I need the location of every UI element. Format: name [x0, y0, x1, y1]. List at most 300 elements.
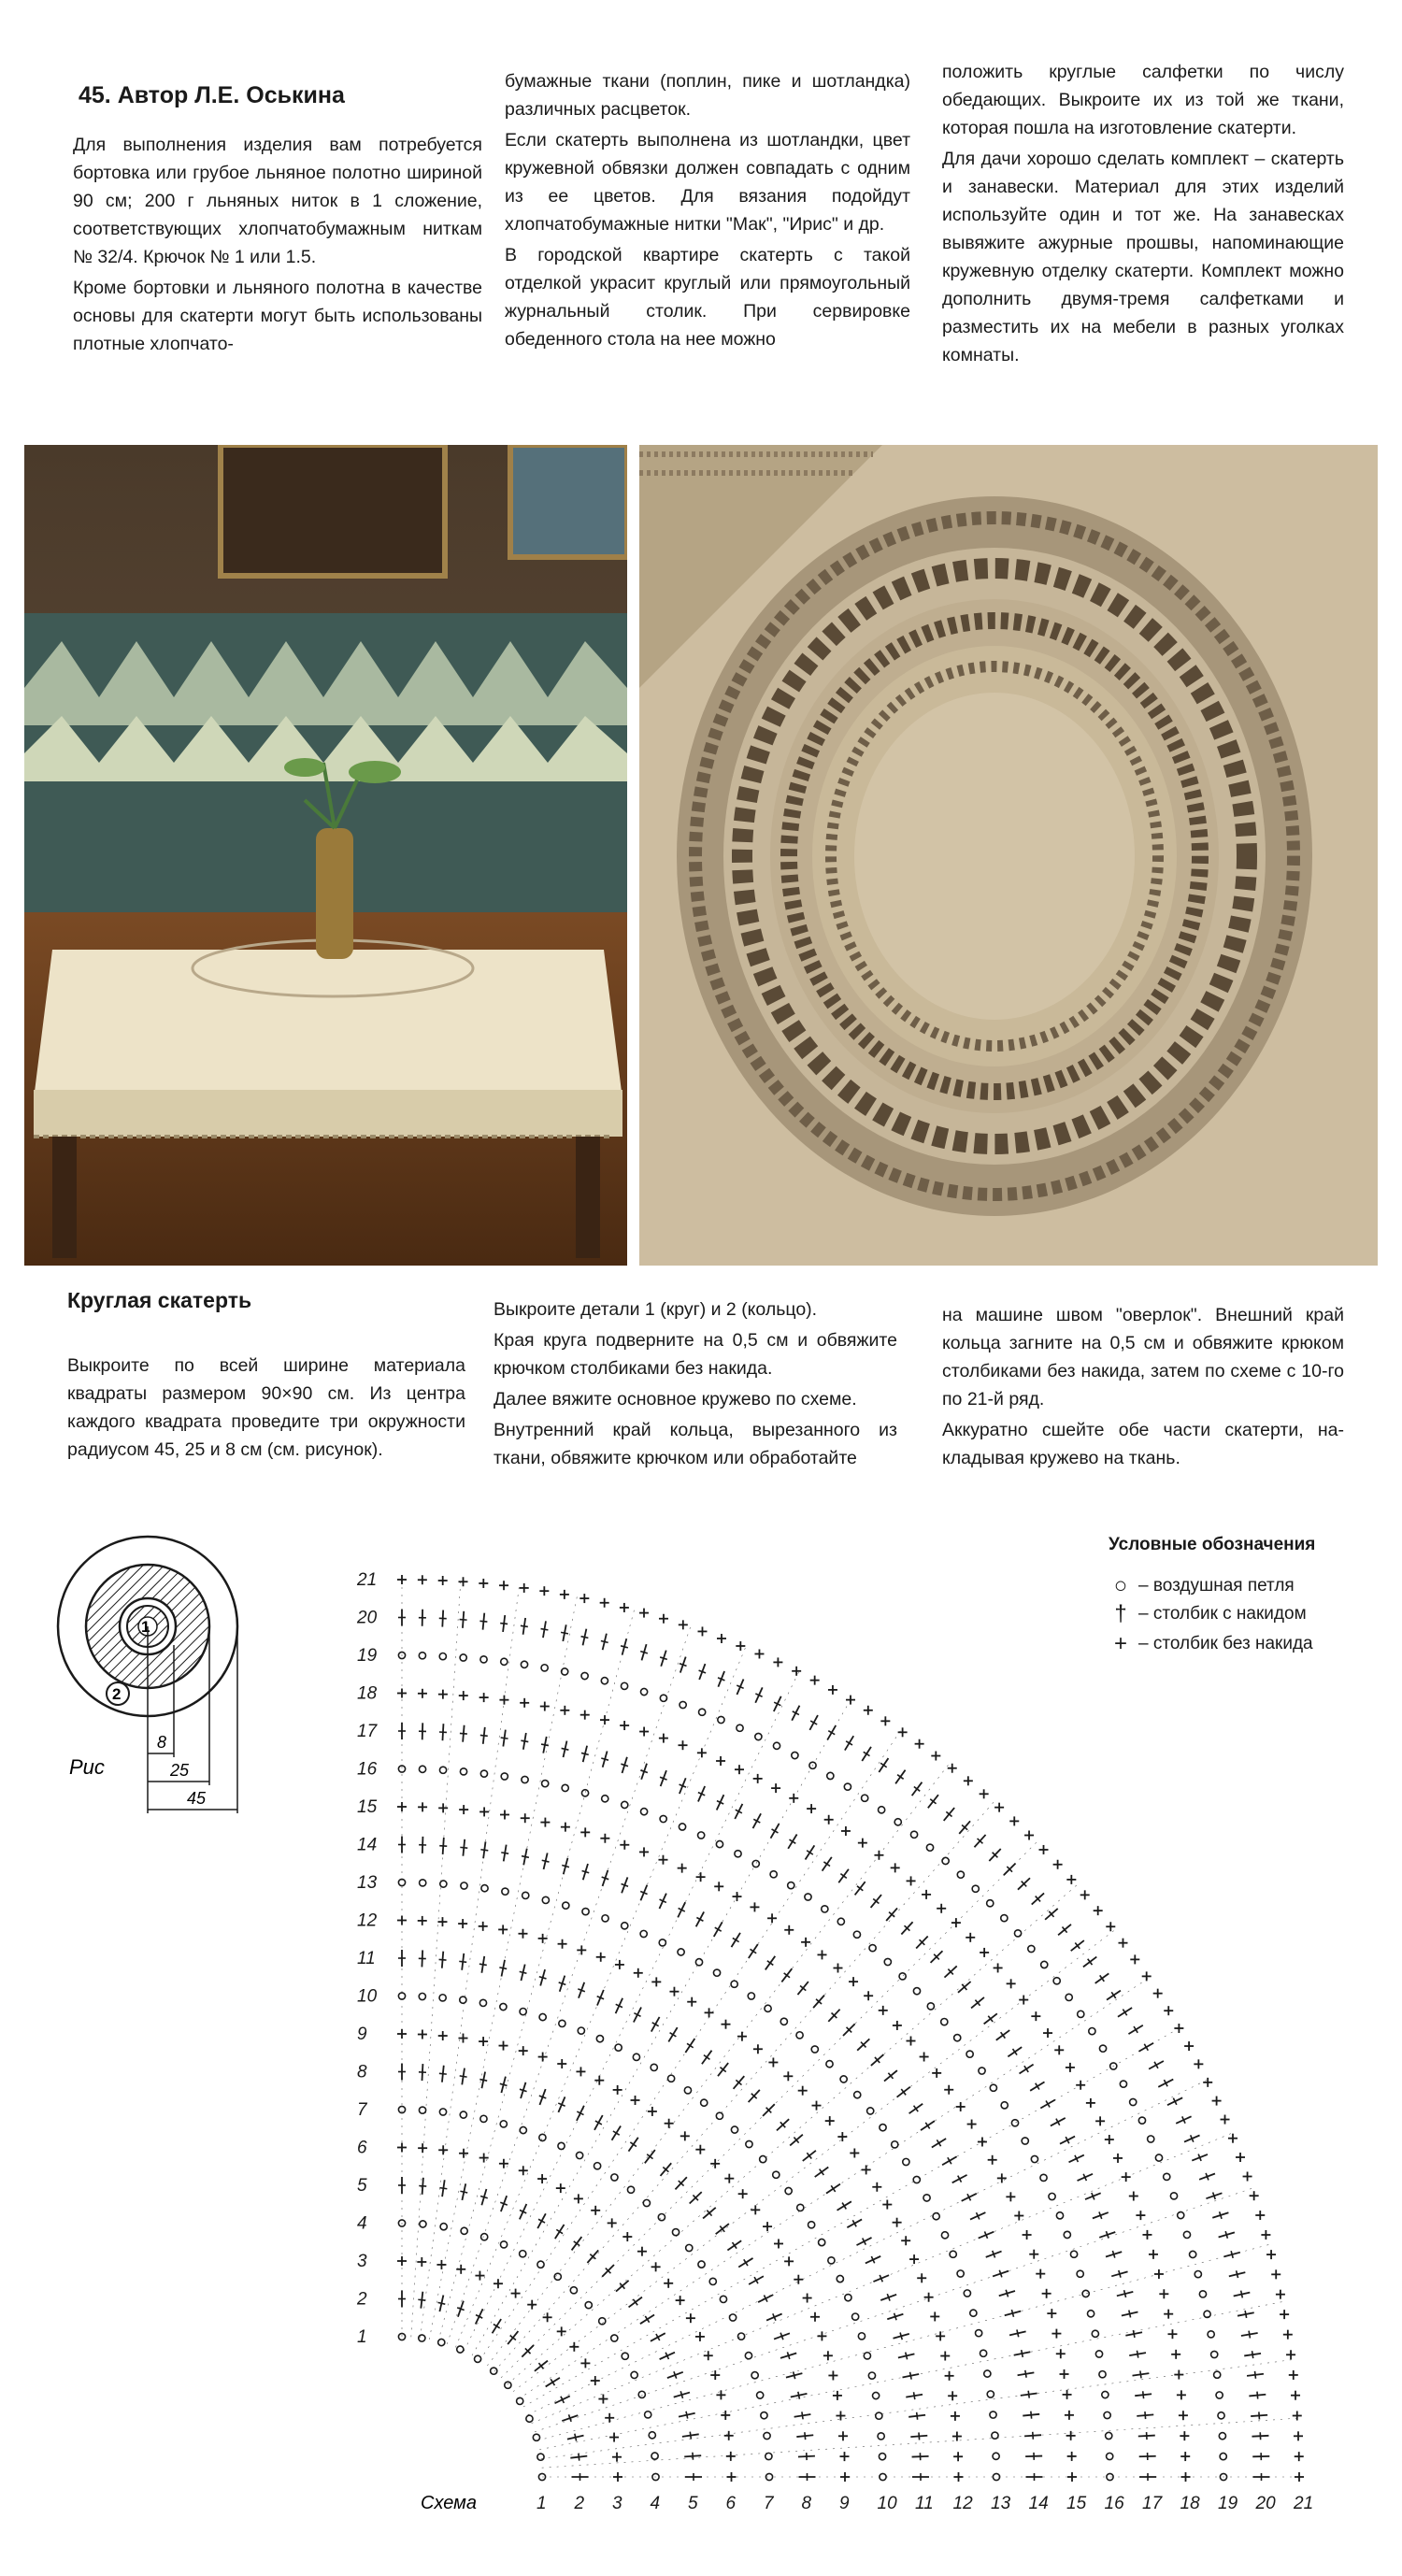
chain-stitch-mark	[439, 1653, 446, 1659]
double-crochet-mark	[774, 1696, 781, 1711]
double-crochet-mark	[667, 2371, 683, 2378]
double-crochet-mark	[493, 2319, 502, 2333]
double-crochet-mark	[661, 2163, 672, 2176]
single-crochet-mark	[1184, 2041, 1194, 2051]
chain-stitch-mark	[853, 1931, 860, 1938]
single-crochet-mark	[721, 2020, 730, 2029]
double-crochet-mark	[562, 1741, 569, 1758]
double-crochet-mark	[419, 2064, 426, 2081]
single-crochet-mark	[930, 2311, 939, 2321]
single-crochet-mark	[750, 1902, 759, 1911]
double-crochet-mark	[971, 1997, 984, 2008]
scheme-bottom-labels	[536, 2494, 1313, 2513]
single-crochet-mark	[479, 2154, 489, 2163]
double-crochet-mark	[561, 1624, 568, 1641]
chain-stitch-mark	[1138, 2117, 1145, 2124]
double-crochet-mark	[884, 2070, 897, 2081]
chain-stitch-mark	[500, 2241, 507, 2248]
single-crochet-mark	[598, 2395, 608, 2404]
chain-stitch-mark	[480, 1770, 487, 1777]
chain-stitch-mark	[520, 2009, 526, 2015]
single-crochet-mark	[500, 1810, 509, 1819]
chain-stitch-mark	[582, 1909, 589, 1915]
chain-stitch-mark	[737, 2333, 744, 2340]
single-crochet-mark	[540, 1818, 550, 1827]
single-crochet-mark	[917, 2273, 926, 2283]
double-crochet-mark	[777, 2119, 789, 2130]
single-crochet-mark	[664, 2279, 673, 2288]
double-crochet-mark	[558, 2097, 565, 2112]
scheme-side-number: 9	[357, 2025, 367, 2044]
chain-stitch-mark	[1001, 2102, 1008, 2109]
chain-stitch-mark	[792, 1752, 798, 1758]
single-crochet-mark	[1023, 2230, 1032, 2240]
single-crochet-mark	[997, 2173, 1007, 2182]
single-crochet-mark	[479, 1807, 489, 1816]
chain-stitch-mark	[611, 2174, 618, 2181]
double-crochet-mark	[910, 2432, 927, 2440]
single-crochet-mark	[669, 1987, 679, 1996]
double-crochet-mark	[908, 2412, 925, 2420]
single-crochet-mark	[543, 2312, 552, 2322]
chain-stitch-mark	[976, 2330, 982, 2337]
single-crochet-mark	[753, 2044, 763, 2054]
single-crochet-mark	[648, 2107, 657, 2116]
double-crochet-mark	[906, 2392, 923, 2399]
double-crochet-mark	[912, 2473, 929, 2481]
double-crochet-mark	[847, 2219, 862, 2227]
single-crochet-mark	[1105, 2135, 1114, 2144]
single-crochet-mark	[1243, 2172, 1252, 2182]
single-crochet-mark	[499, 1581, 508, 1590]
chain-stitch-mark	[827, 1772, 834, 1779]
single-crochet-mark	[1066, 1875, 1076, 1884]
double-crochet-mark	[931, 1951, 943, 1963]
chain-stitch-mark	[1077, 2270, 1083, 2277]
double-crochet-mark	[555, 2396, 570, 2403]
chain-stitch-mark	[679, 1824, 685, 1830]
chain-stitch-mark	[517, 2397, 523, 2404]
crochet-scheme	[355, 1542, 1383, 2514]
double-crochet-mark	[912, 1782, 923, 1796]
double-crochet-mark	[862, 1747, 871, 1761]
chain-stitch-mark	[1199, 2291, 1206, 2297]
double-crochet-mark	[912, 2453, 929, 2460]
double-crochet-mark	[1071, 1940, 1084, 1951]
single-crochet-mark	[1255, 2211, 1265, 2220]
chain-stitch-mark	[746, 2140, 752, 2147]
single-crochet-mark	[458, 1919, 467, 1928]
chain-stitch-mark	[460, 1768, 466, 1775]
single-crochet-mark	[1130, 1954, 1139, 1964]
single-crochet-mark	[538, 2053, 548, 2062]
single-crochet-mark	[724, 2174, 734, 2183]
single-crochet-mark	[459, 2149, 468, 2158]
scheme-side-number: 11	[357, 1949, 376, 1968]
chain-stitch-mark	[837, 2275, 843, 2282]
single-crochet-mark	[557, 2059, 566, 2068]
scheme-label: Схема	[421, 2493, 477, 2513]
chain-stitch-mark	[581, 1790, 588, 1796]
double-crochet-mark	[476, 2309, 483, 2324]
chain-stitch-mark	[1049, 2193, 1055, 2199]
double-crochet-mark	[838, 1869, 849, 1883]
double-crochet-mark	[1060, 2137, 1075, 2144]
single-crochet-mark	[936, 2331, 945, 2340]
single-crochet-mark	[1171, 2350, 1180, 2359]
chain-stitch-mark	[1056, 2212, 1063, 2219]
single-crochet-mark	[1009, 1816, 1019, 1825]
single-crochet-mark	[637, 2247, 647, 2256]
single-crochet-mark	[751, 2205, 760, 2214]
scheme-row-number: 6	[725, 2494, 737, 2513]
single-crochet-mark	[864, 1991, 873, 2000]
single-crochet-mark	[1228, 2134, 1237, 2143]
single-crochet-mark	[696, 1872, 706, 1882]
single-crochet-mark	[784, 2256, 794, 2266]
scheme-row-number: 2	[574, 2494, 585, 2513]
scheme-fan-line	[472, 1700, 851, 2355]
double-crochet-mark	[460, 2068, 467, 2085]
double-crochet-mark	[439, 2180, 447, 2197]
double-crochet-mark	[871, 1895, 881, 1908]
double-crochet-mark	[622, 1877, 628, 1893]
chain-stitch-mark	[1120, 2081, 1126, 2087]
chain-stitch-mark	[927, 2003, 934, 2010]
single-crochet-mark	[596, 1953, 606, 1962]
double-crochet-mark	[1135, 2391, 1152, 2398]
chain-stitch-mark	[720, 2296, 726, 2302]
double-crochet-mark	[894, 2333, 909, 2340]
tablecloth-closeup-photo	[639, 445, 1378, 1266]
single-crochet-mark	[556, 2183, 565, 2193]
single-crochet-mark	[1212, 2097, 1222, 2106]
chain-stitch-mark	[668, 2075, 675, 2082]
chain-stitch-mark	[631, 2371, 637, 2378]
single-crochet-mark	[1291, 2391, 1300, 2400]
chain-stitch-mark	[770, 1871, 777, 1878]
single-crochet-mark	[803, 2294, 812, 2303]
single-crochet-mark	[1095, 2116, 1105, 2125]
double-crochet-mark	[537, 2213, 546, 2228]
double-crochet-mark	[439, 1952, 447, 1968]
single-crochet-mark	[539, 1586, 549, 1596]
single-crochet-mark	[479, 1693, 489, 1702]
single-crochet-mark	[738, 2189, 748, 2198]
chain-stitch-mark	[980, 2350, 987, 2356]
single-crochet-mark	[594, 2076, 604, 2085]
double-crochet-mark	[898, 2353, 915, 2360]
double-crochet-mark	[796, 2432, 813, 2440]
single-crochet-mark	[754, 1649, 764, 1658]
scheme-side-number: 20	[357, 1608, 378, 1628]
chain-stitch-mark	[892, 2141, 898, 2148]
scheme-fan-line	[464, 1672, 798, 2351]
double-crochet-mark	[419, 1723, 426, 1739]
single-crochet-mark	[1039, 1845, 1049, 1854]
scheme-side-number: 15	[357, 1797, 378, 1817]
single-crochet-mark	[1007, 1979, 1016, 1988]
single-crochet-mark	[418, 1575, 427, 1584]
chain-stitch-mark	[941, 2232, 948, 2239]
scheme-row-number: 12	[952, 2494, 973, 2513]
chain-stitch-mark	[419, 1766, 425, 1772]
chain-stitch-mark	[439, 2109, 446, 2115]
double-crochet-mark	[944, 1808, 954, 1821]
single-crochet-mark	[714, 1882, 723, 1891]
single-crochet-mark	[850, 2149, 859, 2158]
double-crochet-mark	[562, 2414, 578, 2422]
chain-stitch-mark	[541, 1665, 548, 1671]
single-crochet-mark	[812, 2101, 822, 2111]
single-crochet-mark	[833, 1964, 842, 1973]
double-crochet-mark	[806, 1845, 815, 1859]
chain-stitch-mark	[491, 2368, 497, 2374]
chain-stitch-mark	[1216, 2392, 1223, 2398]
dimension-label: 45	[187, 1789, 207, 1808]
single-crochet-mark	[828, 2370, 837, 2380]
double-crochet-mark	[1009, 2329, 1026, 2337]
single-crochet-mark	[716, 2390, 725, 2399]
chain-stitch-mark	[701, 2099, 708, 2106]
chain-stitch-mark	[461, 1882, 467, 1889]
double-crochet-mark	[535, 2361, 548, 2371]
legend-label: – столбик без накида	[1138, 1634, 1313, 1653]
chain-stitch-mark	[526, 2415, 533, 2422]
single-crochet-mark	[771, 1783, 780, 1793]
single-crochet-mark	[639, 1609, 649, 1618]
chain-stitch-mark	[1014, 1930, 1021, 1937]
double-crochet-mark	[1128, 2025, 1142, 2034]
chain-stitch-mark	[539, 2013, 546, 2020]
double-crochet-mark	[660, 2353, 675, 2359]
double-crochet-mark	[460, 1725, 467, 1742]
chain-stitch-mark	[872, 2392, 879, 2398]
double-crochet-mark	[791, 2392, 808, 2399]
legend-title: Условные обозначения	[1109, 1535, 1316, 1554]
double-crochet-mark	[826, 2184, 840, 2194]
chain-stitch-mark	[1183, 2231, 1190, 2238]
double-crochet-mark	[1252, 2453, 1269, 2460]
single-crochet-mark	[915, 1739, 924, 1749]
chain-stitch-mark	[581, 1672, 588, 1679]
single-crochet-mark	[1261, 2230, 1270, 2240]
single-crochet-mark	[1129, 2192, 1138, 2201]
single-crochet-mark	[1094, 1906, 1103, 1915]
chain-stitch-mark	[501, 1658, 508, 1665]
chain-stitch-mark	[660, 1695, 666, 1701]
single-crochet-mark	[980, 1948, 989, 1957]
double-crochet-mark	[794, 2411, 811, 2419]
double-crochet-mark	[1014, 2350, 1031, 2357]
single-crochet-mark	[872, 2182, 881, 2192]
chain-stitch-mark	[537, 2261, 544, 2268]
scheme-row-number: 11	[915, 2494, 934, 2513]
single-crochet-mark	[1053, 1860, 1063, 1869]
scheme-fan-line	[528, 2080, 1207, 2414]
double-crochet-mark	[855, 1882, 866, 1895]
single-crochet-mark	[1294, 2431, 1303, 2440]
chain-stitch-mark	[440, 2224, 447, 2230]
single-crochet-mark	[438, 1576, 448, 1585]
double-crochet-mark	[753, 1813, 762, 1828]
double-crochet-mark	[500, 2196, 507, 2211]
single-crochet-mark	[849, 1977, 858, 1986]
double-crochet-mark	[887, 2313, 903, 2321]
single-crochet-mark	[665, 2119, 674, 2128]
chain-stitch-mark	[765, 2453, 772, 2459]
section-column-2	[494, 1295, 897, 1475]
single-crochet-mark	[680, 2131, 690, 2140]
dimension-label: 8	[157, 1733, 167, 1752]
double-crochet-mark	[520, 2082, 527, 2098]
double-crochet-mark	[1117, 2290, 1133, 2297]
single-crochet-mark	[1236, 2153, 1245, 2162]
single-crochet-mark	[1266, 2250, 1276, 2259]
single-crochet-mark	[620, 1603, 629, 1612]
single-crochet-mark	[1047, 2309, 1056, 2318]
single-crochet-mark	[807, 1804, 816, 1813]
cutting-diagram	[37, 1533, 290, 1851]
double-crochet-mark	[601, 1751, 608, 1767]
single-crochet-mark	[948, 2391, 957, 2400]
chain-stitch-mark	[957, 2270, 964, 2277]
double-crochet-mark	[873, 2275, 889, 2282]
article-paragraph: Для дачи хорошо сделать комплект – скатерть и занавески. Материал для этих изделий используйте один и тот же. На занавесках вывяжите ажурные прошвы, напоминающие кружевную отделку скатерти. Комплект можно дополнить двумя-тремя салфетками и разместить их на мебели в разных уголках комнаты.	[942, 149, 1344, 365]
single-crochet-mark	[615, 1960, 624, 1969]
single-crochet-mark	[658, 1855, 667, 1865]
single-crochet-mark	[1149, 2250, 1158, 2259]
scheme-fan-line	[523, 2028, 1179, 2407]
single-crochet-mark	[1056, 2349, 1066, 2358]
single-crochet-mark	[737, 2032, 747, 2041]
section-paragraph: Края круга подверните на 0,5 см и обвяжите крючком столбиками без накида.	[494, 1330, 897, 1379]
chain-stitch-mark	[826, 2061, 833, 2068]
chain-stitch-mark	[808, 2222, 815, 2228]
scheme-side-number: 7	[357, 2100, 367, 2120]
double-crochet-mark	[984, 2013, 997, 2024]
chain-stitch-mark	[1106, 2432, 1112, 2439]
double-crochet-mark	[737, 1679, 743, 1695]
double-crochet-mark	[790, 2135, 803, 2146]
scheme-row-number: 7	[764, 2494, 774, 2513]
single-crochet-mark	[519, 2046, 528, 2055]
chain-stitch-mark	[638, 2391, 645, 2397]
chain-stitch-mark	[1211, 2351, 1218, 2357]
single-crochet-mark	[537, 2174, 547, 2183]
chain-stitch-mark	[479, 1999, 486, 2006]
chain-stitch-mark	[438, 2339, 445, 2345]
double-crochet-mark	[959, 1821, 970, 1834]
chain-stitch-mark	[987, 2391, 994, 2397]
chain-stitch-mark	[805, 1894, 811, 1900]
single-crochet-mark	[591, 2206, 600, 2215]
single-crochet-mark	[818, 1950, 827, 1959]
chain-stitch-mark	[760, 2155, 766, 2162]
chain-stitch-mark	[1099, 2045, 1106, 2052]
double-crochet-mark	[1192, 2154, 1208, 2161]
article-heading: 45. Автор Л.Е. Оськина	[79, 82, 345, 108]
single-crochet-mark	[833, 2391, 842, 2400]
chain-stitch-mark	[858, 2333, 865, 2340]
single-crochet-mark	[945, 2371, 954, 2381]
double-crochet-mark	[996, 2030, 1010, 2040]
single-crochet-mark	[828, 1685, 837, 1695]
double-crochet-mark	[437, 2296, 445, 2312]
single-crochet-mark	[418, 1689, 427, 1698]
section-paragraph: Аккуратно сшейте обе части скатерти, накладывая кружево на ткань.	[942, 1420, 1344, 1468]
scheme-row-number: 1	[536, 2494, 547, 2513]
double-crochet-mark	[786, 2371, 802, 2379]
chain-stitch-mark	[987, 1900, 994, 1907]
single-crochet-mark	[1060, 2369, 1069, 2379]
single-crochet-mark	[705, 2008, 714, 2017]
double-crochet-mark	[645, 2150, 655, 2163]
double-crochet-mark	[480, 2189, 488, 2205]
chain-stitch-mark	[1107, 2473, 1113, 2480]
single-crochet-mark	[1067, 2452, 1077, 2461]
single-crochet-mark	[521, 1813, 530, 1823]
double-crochet-mark	[419, 1610, 426, 1626]
scheme-row-number: 8	[801, 2494, 812, 2513]
single-crochet-mark	[520, 1698, 529, 1708]
single-crochet-mark	[810, 2312, 820, 2322]
chain-stitch-mark	[972, 1885, 979, 1892]
single-crochet-mark	[1067, 2472, 1077, 2482]
single-crochet-mark	[418, 2030, 427, 2039]
double-crochet-mark	[774, 2333, 790, 2340]
chain-stitch-mark	[735, 1851, 741, 1857]
double-crochet-mark	[909, 2104, 923, 2113]
double-crochet-mark	[539, 1969, 547, 1985]
chain-stitch-mark	[761, 2412, 767, 2419]
chain-stitch-mark	[716, 2112, 722, 2119]
double-crochet-mark	[1149, 2061, 1164, 2069]
article-paragraph: Кроме бортовки и льняного полотна в качестве основы для скатерти могут быть использованы плотные хлопчато-	[73, 278, 482, 354]
single-crochet-mark	[520, 1583, 529, 1593]
chain-stitch-mark	[622, 1923, 628, 1929]
chain-stitch-mark	[522, 1776, 528, 1782]
double-crochet-mark	[1032, 1893, 1044, 1904]
single-crochet-mark	[836, 2411, 845, 2421]
single-crochet-mark	[519, 2166, 528, 2175]
single-crochet-mark	[907, 1876, 916, 1885]
scheme-side-number: 19	[357, 1646, 378, 1666]
single-crochet-mark	[879, 2006, 888, 2015]
scheme-side-number: 8	[357, 2062, 367, 2082]
scheme-side-number: 10	[357, 1986, 378, 2007]
double-crochet-mark	[815, 2167, 829, 2177]
double-crochet-mark	[823, 1857, 832, 1871]
single-crochet-mark	[1066, 2063, 1075, 2072]
double-crochet-mark	[602, 1870, 609, 1886]
single-crochet-mark	[676, 2296, 685, 2305]
single-crochet-mark	[1164, 2310, 1173, 2319]
single-crochet-mark	[1194, 2059, 1203, 2068]
double-crochet-mark	[866, 2256, 880, 2264]
single-crochet-mark	[964, 1776, 973, 1785]
single-crochet-mark	[569, 2342, 579, 2352]
chain-stitch-mark	[602, 1796, 608, 1802]
single-crochet-mark	[558, 1939, 567, 1949]
single-crochet-mark	[580, 2358, 590, 2368]
single-crochet-mark	[659, 1614, 668, 1624]
chain-stitch-mark	[765, 2005, 771, 2011]
double-crochet-mark	[749, 2276, 764, 2284]
double-crochet-mark	[612, 2125, 622, 2140]
single-crochet-mark	[798, 2086, 808, 2096]
single-crochet-mark	[499, 2041, 508, 2051]
